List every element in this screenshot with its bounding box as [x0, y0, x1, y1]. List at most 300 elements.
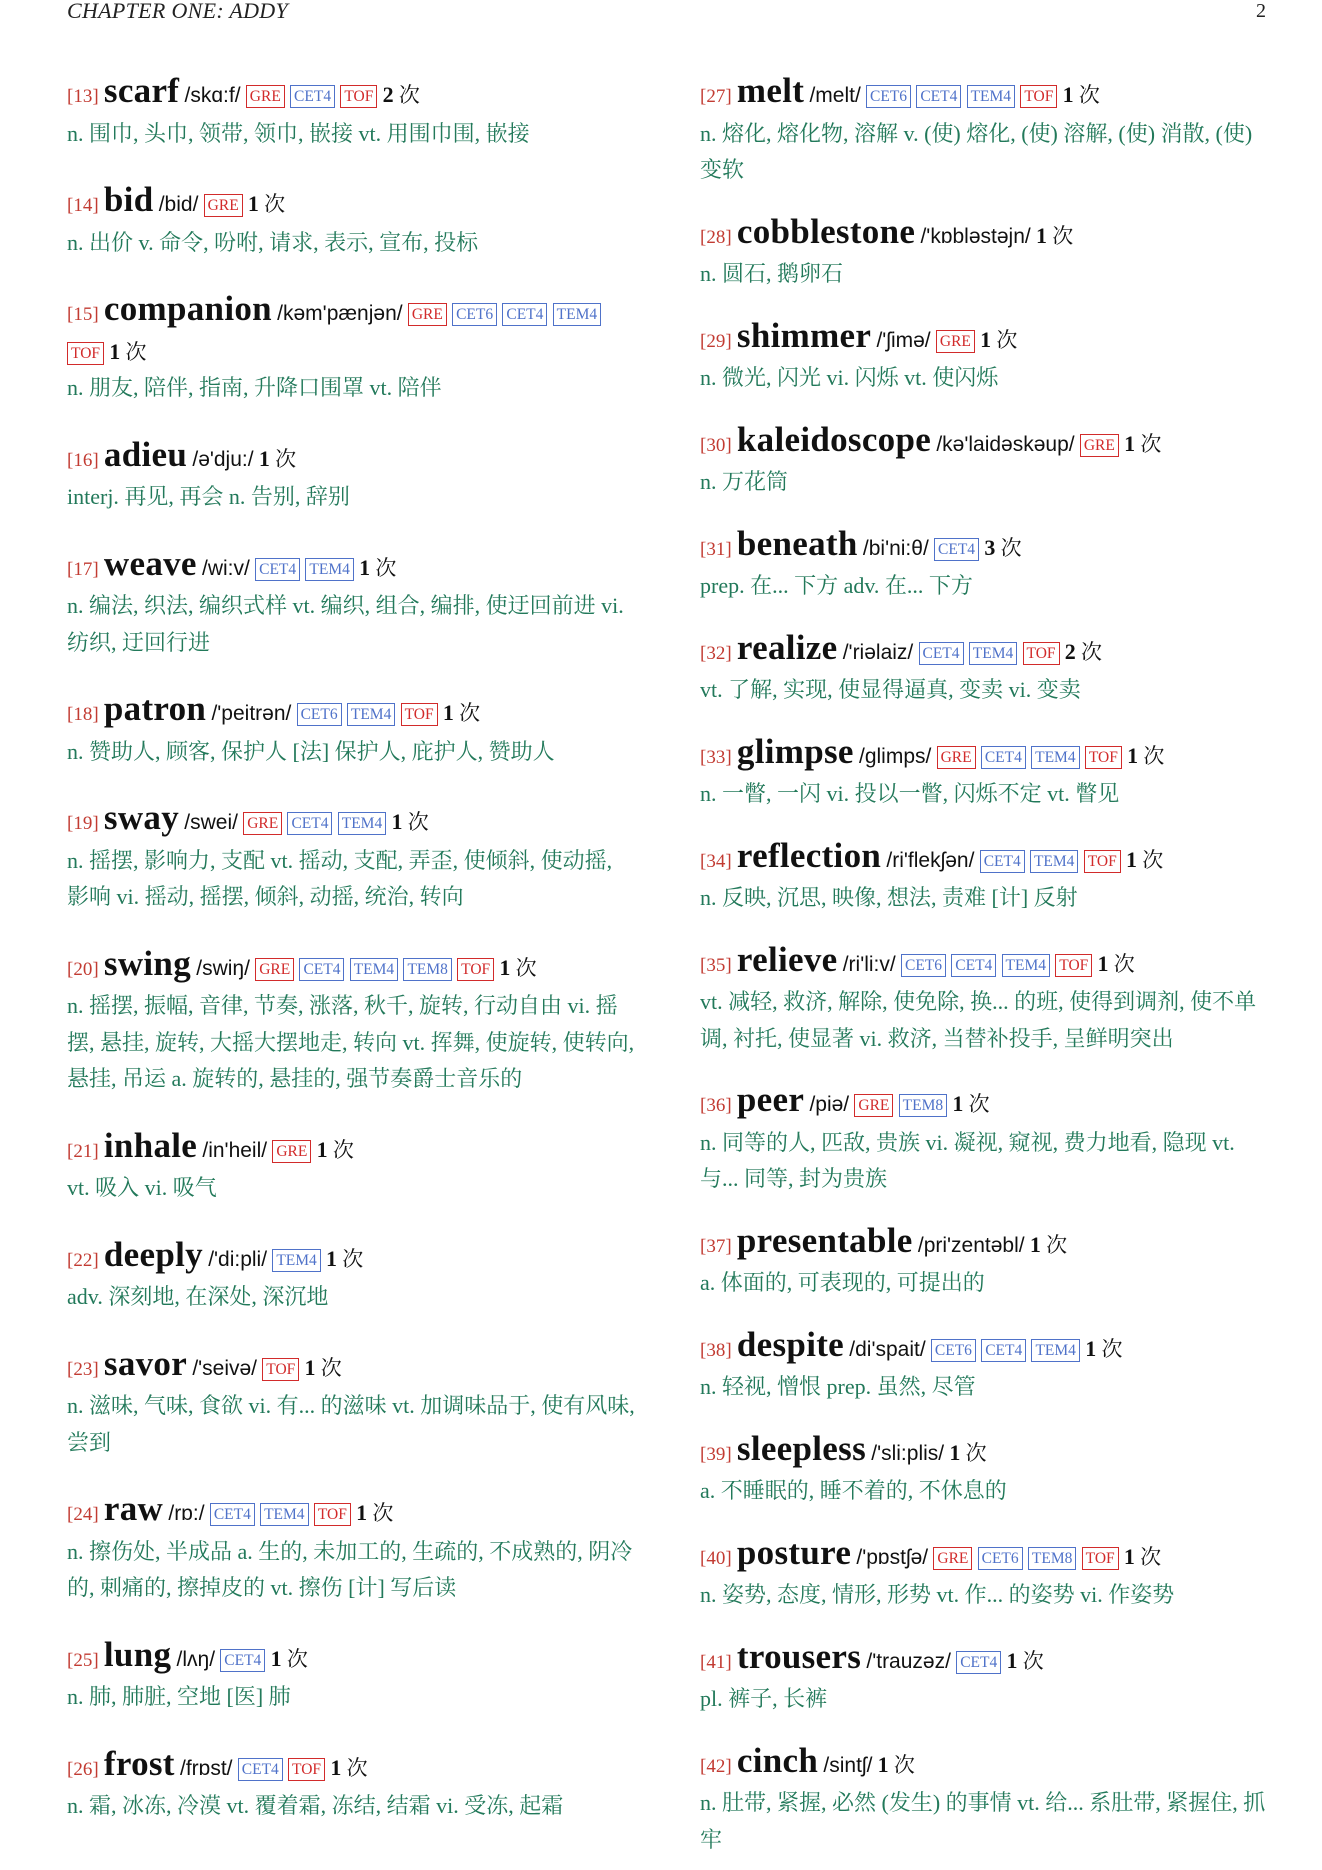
occurrence-count: 1: [499, 954, 511, 980]
phonetic: /ri'li:v/: [842, 952, 896, 976]
exam-tag: CET4: [255, 558, 300, 581]
entry-index: [34]: [700, 850, 732, 872]
entry-index: [33]: [700, 746, 732, 768]
vocab-entry: [67, 1234, 639, 1316]
phonetic: /piə/: [809, 1093, 850, 1116]
count-unit: 次: [1046, 1232, 1068, 1257]
exam-tag: TEM4: [1030, 850, 1078, 873]
exam-tag: CET4: [980, 850, 1025, 873]
vocab-entry: [67, 1125, 639, 1207]
entry-headline: [67, 543, 639, 589]
headword: deeply: [103, 1234, 203, 1274]
phonetic: /'riəlaiz/: [842, 640, 914, 664]
exam-tag: GRE: [255, 958, 294, 981]
vocab-entry: [67, 543, 639, 662]
exam-tag: CET6: [297, 703, 342, 726]
count-unit: 次: [346, 1755, 368, 1780]
occurrence-count: 1: [326, 1245, 338, 1271]
count-unit: 次: [286, 1646, 308, 1671]
definition: n. 熔化, 熔化物, 溶解 v. (使) 熔化, (使) 溶解, (使) 消散, (使) 变软: [700, 120, 1253, 182]
headword: bid: [103, 180, 154, 219]
definition: vt. 减轻, 救济, 解除, 使免除, 换... 的班, 使得到调剂, 使不单调, 衬托, 使显著 vi. 救济, 当替补投手, 呈鲜明突出: [700, 989, 1257, 1051]
definition: n. 万花筒: [700, 469, 789, 494]
definition: n. 摇摆, 影响力, 支配 vt. 摇动, 支配, 弄歪, 使倾斜, 使动摇, 影响 vi. 摇动, 摇摆, 倾斜, 动摇, 统治, 转向: [67, 847, 613, 909]
headword: reflection: [736, 835, 882, 875]
count-unit: 次: [407, 810, 429, 834]
exam-tag: TEM8: [403, 958, 451, 981]
headword: sway: [103, 798, 180, 837]
exam-tag: CET4: [956, 1651, 1001, 1674]
entry-index: [17]: [67, 558, 99, 580]
count-unit: 次: [1000, 535, 1022, 560]
headword: companion: [103, 289, 272, 328]
exam-tag: TEM4: [969, 642, 1017, 665]
entry-headline: [700, 1082, 1270, 1125]
occurrence-count: 1: [258, 445, 270, 471]
phonetic: /'ʃimə/: [876, 328, 931, 352]
definition: prep. 在... 下方 adv. 在... 下方: [700, 573, 973, 598]
phonetic: /skɑ:f/: [184, 84, 241, 107]
definition: n. 姿势, 态度, 情形, 形势 vt. 作... 的姿势 vi. 作姿势: [700, 1582, 1175, 1607]
count-unit: 次: [332, 1137, 354, 1162]
headword: peer: [736, 1080, 805, 1119]
phonetic: /kə'laidəskəup/: [936, 432, 1075, 456]
headword: inhale: [103, 1125, 198, 1165]
occurrence-count: 2: [382, 82, 394, 107]
occurrence-count: 1: [877, 1751, 889, 1777]
headword: swing: [103, 943, 191, 983]
headword: adieu: [103, 434, 188, 474]
entry-headline: [67, 1125, 639, 1171]
entry-index: [37]: [700, 1235, 732, 1257]
entry-headline: [700, 627, 1270, 673]
definition: vt. 吸入 vi. 吸气: [67, 1175, 217, 1200]
phonetic: /'trauzəz/: [866, 1649, 951, 1673]
right-column: [700, 73, 1270, 1870]
occurrence-count: 1: [356, 1500, 368, 1525]
vocab-entry: [700, 211, 1270, 293]
definition: pl. 裤子, 长裤: [700, 1686, 828, 1711]
occurrence-count: 1: [359, 554, 371, 580]
entry-index: [22]: [67, 1249, 99, 1271]
exam-tag: CET6: [901, 954, 946, 977]
occurrence-count: 3: [984, 534, 996, 560]
count-unit: 次: [1078, 83, 1100, 107]
definition: a. 体面的, 可表现的, 可提出的: [700, 1270, 985, 1295]
definition: n. 肺, 肺脏, 空地 [医] 肺: [67, 1684, 291, 1709]
headword: frost: [103, 1743, 175, 1783]
page-number: 2: [1256, 0, 1266, 22]
occurrence-count: 1: [1006, 1647, 1018, 1673]
headword: realize: [736, 627, 838, 667]
exam-tag: TOF: [1020, 85, 1057, 108]
exam-tag: TOF: [340, 85, 377, 108]
vocab-entry: [67, 73, 639, 152]
count-unit: 次: [1022, 1648, 1044, 1673]
exam-tag: CET4: [981, 746, 1026, 769]
occurrence-count: 1: [980, 326, 992, 352]
exam-tag: TOF: [1023, 642, 1060, 665]
phonetic: /'kɒbləstəjn/: [920, 224, 1031, 248]
exam-tag: GRE: [272, 1140, 311, 1163]
entry-headline: [67, 1743, 639, 1789]
entry-index: [36]: [700, 1095, 732, 1116]
exam-tag: TEM4: [1031, 746, 1079, 769]
occurrence-count: 1: [1035, 222, 1047, 248]
occurrence-count: 1: [1127, 742, 1139, 768]
entry-headline: [67, 1634, 639, 1680]
vocab-entry: [67, 943, 639, 1098]
left-column: [67, 73, 639, 1855]
entry-index: [31]: [700, 538, 732, 560]
exam-tag: TOF: [67, 342, 104, 365]
occurrence-count: 1: [330, 1754, 342, 1780]
entry-headline: [67, 943, 639, 989]
definition: n. 编法, 织法, 编织式样 vt. 编织, 组合, 编排, 使迂回前进 vi. 纺织, 迂回行进: [67, 593, 624, 655]
exam-tag: CET4: [951, 954, 996, 977]
exam-tag: TOF: [288, 1758, 325, 1781]
definition: n. 出价 v. 命令, 吩咐, 请求, 表示, 宣布, 投标: [67, 229, 479, 255]
phonetic: /melt/: [809, 84, 861, 107]
exam-tag: TEM4: [260, 1503, 308, 1526]
vocab-entry: [67, 1491, 639, 1607]
count-unit: 次: [264, 192, 286, 216]
vocab-entry: [67, 182, 639, 261]
headword: raw: [103, 1489, 164, 1528]
vocab-entry: [700, 1082, 1270, 1198]
vocab-entry: [700, 731, 1270, 813]
phonetic: /rɒ:/: [168, 1502, 205, 1525]
count-unit: 次: [398, 83, 420, 107]
exam-tag: GRE: [243, 812, 282, 835]
headword: weave: [103, 543, 197, 583]
entry-index: [41]: [700, 1651, 732, 1673]
definition: n. 圆石, 鹅卵石: [700, 261, 844, 286]
entry-headline: [700, 315, 1270, 361]
occurrence-count: 1: [247, 191, 259, 216]
entry-index: [25]: [67, 1649, 99, 1671]
entry-headline: [67, 434, 639, 480]
occurrence-count: 1: [304, 1354, 316, 1380]
exam-tag: CET4: [210, 1503, 255, 1526]
count-unit: 次: [1101, 1336, 1123, 1361]
count-unit: 次: [342, 1246, 364, 1271]
entry-headline: [67, 73, 639, 116]
entry-headline: [700, 73, 1270, 116]
count-unit: 次: [1113, 951, 1135, 976]
definition: n. 霜, 冰冻, 冷漠 vt. 覆着霜, 冻结, 结霜 vi. 受冻, 起霜: [67, 1793, 564, 1818]
occurrence-count: 1: [1123, 1543, 1135, 1569]
entry-headline: [700, 1532, 1270, 1578]
entry-headline: [67, 691, 639, 734]
exam-tag: CET6: [978, 1547, 1023, 1570]
entry-index: [35]: [700, 954, 732, 976]
occurrence-count: 2: [1064, 638, 1076, 664]
count-unit: 次: [965, 1440, 987, 1465]
phonetic: /lʌŋ/: [176, 1647, 216, 1671]
headword: posture: [736, 1532, 852, 1572]
vocab-entry: [700, 1428, 1270, 1510]
exam-tag: GRE: [408, 303, 447, 326]
exam-tag: GRE: [937, 746, 976, 769]
vocab-entry: [700, 1740, 1270, 1859]
exam-tag: CET4: [919, 642, 964, 665]
entry-index: [13]: [67, 86, 99, 107]
headword: lung: [103, 1634, 172, 1674]
phonetic: /pri'zentəbl/: [917, 1233, 1025, 1257]
entry-headline: [67, 1491, 639, 1534]
phonetic: /'seivə/: [192, 1356, 258, 1380]
entry-index: [40]: [700, 1547, 732, 1569]
count-unit: 次: [275, 446, 297, 471]
definition: n. 擦伤处, 半成品 a. 生的, 未加工的, 生疏的, 不成熟的, 阴冷的, 刺痛的, 擦掉皮的 vt. 擦伤 [计] 写后读: [67, 1538, 633, 1600]
phonetic: /swiŋ/: [196, 956, 250, 980]
occurrence-count: 1: [949, 1439, 961, 1465]
exam-tag: GRE: [933, 1547, 972, 1570]
entry-index: [38]: [700, 1339, 732, 1361]
occurrence-count: 1: [270, 1645, 282, 1671]
count-unit: 次: [125, 339, 147, 364]
occurrence-count: 1: [316, 1136, 328, 1162]
entry-headline: [700, 523, 1270, 569]
entry-index: [29]: [700, 330, 732, 352]
count-unit: 次: [1052, 223, 1074, 248]
definition: n. 滋味, 气味, 食欲 vi. 有... 的滋味 vt. 加调味品于, 使有风味, 尝到: [67, 1393, 635, 1455]
exam-tag: TEM4: [305, 558, 353, 581]
exam-tag: CET4: [287, 812, 332, 835]
phonetic: /in'heil/: [202, 1138, 268, 1162]
vocab-entry: [700, 315, 1270, 397]
exam-tag: TEM4: [272, 1249, 320, 1272]
exam-tag: GRE: [936, 330, 975, 353]
exam-tag: GRE: [1080, 434, 1119, 457]
vocab-entry: [700, 1636, 1270, 1718]
vocab-entry: [67, 1343, 639, 1462]
occurrence-count: 1: [1085, 1335, 1097, 1361]
exam-tag: TEM4: [553, 303, 601, 326]
exam-tag: CET4: [981, 1339, 1026, 1362]
exam-tag: TEM8: [899, 1094, 947, 1117]
exam-tag: TEM4: [347, 703, 395, 726]
exam-tag: TEM4: [1031, 1339, 1079, 1362]
definition: n. 肚带, 紧握, 必然 (发生) 的事情 vt. 给... 系肚带, 紧握住, 抓牢: [700, 1790, 1266, 1852]
definition: n. 围巾, 头巾, 领带, 领巾, 嵌接 vt. 用围巾围, 嵌接: [67, 120, 530, 146]
occurrence-count: 1: [1124, 430, 1136, 456]
exam-tag: CET4: [916, 85, 961, 108]
exam-tag: CET6: [866, 85, 911, 108]
headword: melt: [736, 71, 805, 110]
definition: n. 轻视, 憎恨 prep. 虽然, 尽管: [700, 1374, 976, 1399]
vocab-entry: [67, 1634, 639, 1716]
vocab-entry: [700, 835, 1270, 917]
definition: n. 一瞥, 一闪 vi. 投以一瞥, 闪烁不定 vt. 瞥见: [700, 781, 1120, 806]
phonetic: /ri'flekʃən/: [886, 848, 975, 872]
occurrence-count: 1: [1029, 1231, 1041, 1257]
entry-headline: [700, 419, 1270, 465]
entry-index: [28]: [700, 226, 732, 248]
entry-index: [19]: [67, 813, 99, 834]
headword: beneath: [736, 523, 858, 563]
entry-headline: [700, 939, 1270, 985]
occurrence-count: 1: [952, 1091, 964, 1116]
exam-tag: CET6: [452, 303, 497, 326]
entry-index: [20]: [67, 958, 99, 980]
phonetic: /'peitrən/: [211, 702, 292, 725]
entry-headline: [700, 1220, 1270, 1266]
vocab-entry: [700, 523, 1270, 605]
headword: glimpse: [736, 731, 854, 771]
definition: n. 摇摆, 振幅, 音律, 节奏, 涨落, 秋千, 旋转, 行动自由 vi. 摇摆, 悬挂, 旋转, 大摇大摆地走, 转向 vt. 挥舞, 使旋转, 使转向, 悬挂, 吊运 a. 旋转的, 悬挂的, 强节奏爵士音乐的: [67, 993, 635, 1091]
exam-tag: TOF: [1082, 1547, 1119, 1570]
definition: adv. 深刻地, 在深处, 深沉地: [67, 1284, 329, 1309]
entry-index: [26]: [67, 1758, 99, 1780]
entry-headline: [700, 731, 1270, 777]
exam-tag: TEM4: [350, 958, 398, 981]
occurrence-count: 1: [391, 809, 403, 834]
occurrence-count: 1: [109, 338, 121, 364]
count-unit: 次: [996, 327, 1018, 352]
exam-tag: CET4: [502, 303, 547, 326]
definition: n. 朋友, 陪伴, 指南, 升降口围罩 vt. 陪伴: [67, 375, 442, 400]
entry-headline: [67, 291, 639, 370]
exam-tag: CET4: [238, 1758, 283, 1781]
entry-headline: [67, 1343, 639, 1389]
entry-headline: [67, 800, 639, 843]
exam-tag: TOF: [262, 1358, 299, 1381]
entry-headline: [67, 182, 639, 225]
definition: interj. 再见, 再会 n. 告别, 辞别: [67, 484, 350, 509]
exam-tag: GRE: [204, 194, 243, 217]
entry-index: [42]: [700, 1755, 732, 1777]
headword: scarf: [103, 71, 180, 110]
phonetic: /swei/: [184, 811, 238, 834]
occurrence-count: 1: [1097, 950, 1109, 976]
headword: cinch: [736, 1740, 819, 1780]
entry-headline: [700, 211, 1270, 257]
entry-index: [21]: [67, 1140, 99, 1162]
exam-tag: TOF: [1055, 954, 1092, 977]
count-unit: 次: [372, 1501, 394, 1525]
count-unit: 次: [1140, 1544, 1162, 1569]
definition: vt. 了解, 实现, 使显得逼真, 变卖 vi. 变卖: [700, 677, 1081, 702]
headword: savor: [103, 1343, 188, 1383]
definition: n. 同等的人, 匹敌, 贵族 vi. 凝视, 窥视, 费力地看, 隐现 vt. 与... 同等, 封为贵族: [700, 1129, 1235, 1191]
entry-index: [24]: [67, 1504, 99, 1525]
phonetic: /di'spait/: [849, 1337, 926, 1361]
phonetic: /wi:v/: [202, 556, 250, 580]
chapter-header: CHAPTER ONE: ADDY: [67, 0, 289, 23]
count-unit: 次: [893, 1752, 915, 1777]
exam-tag: CET4: [299, 958, 344, 981]
count-unit: 次: [459, 701, 481, 725]
entry-headline: [700, 1428, 1270, 1474]
exam-tag: GRE: [854, 1094, 893, 1117]
occurrence-count: 1: [1125, 846, 1137, 872]
entry-index: [15]: [67, 304, 99, 325]
count-unit: 次: [1140, 431, 1162, 456]
vocab-entry: [700, 1532, 1270, 1614]
exam-tag: TEM8: [1028, 1547, 1076, 1570]
exam-tag: CET6: [931, 1339, 976, 1362]
entry-index: [27]: [700, 86, 732, 107]
count-unit: 次: [1143, 743, 1165, 768]
vocab-entry: [700, 627, 1270, 709]
entry-index: [16]: [67, 449, 99, 471]
headword: trousers: [736, 1636, 862, 1676]
vocab-entry: [67, 1743, 639, 1825]
phonetic: /frɒst/: [180, 1756, 233, 1780]
exam-tag: TEM4: [967, 85, 1015, 108]
entry-index: [23]: [67, 1358, 99, 1380]
vocab-entry: [67, 434, 639, 516]
exam-tag: TOF: [1085, 746, 1122, 769]
exam-tag: CET4: [290, 85, 335, 108]
entry-headline: [700, 1636, 1270, 1682]
vocab-entry: [700, 73, 1270, 189]
phonetic: /glimps/: [858, 744, 932, 768]
headword: patron: [103, 689, 207, 728]
entry-headline: [700, 835, 1270, 881]
phonetic: /bid/: [158, 193, 199, 216]
entry-index: [39]: [700, 1443, 732, 1465]
vocab-entry: [700, 939, 1270, 1058]
vocab-entry: [700, 419, 1270, 501]
vocab-entry: [67, 291, 639, 407]
phonetic: /kəm'pænjən/: [277, 302, 403, 325]
count-unit: 次: [1081, 639, 1103, 664]
exam-tag: CET4: [220, 1649, 265, 1672]
phonetic: /'di:pli/: [208, 1247, 268, 1271]
exam-tag: TEM4: [338, 812, 386, 835]
headword: sleepless: [736, 1428, 866, 1468]
occurrence-count: 1: [442, 700, 454, 725]
headword: kaleidoscope: [736, 419, 932, 459]
exam-tag: GRE: [246, 85, 285, 108]
entry-index: [18]: [67, 704, 99, 725]
vocab-entry: [67, 691, 639, 770]
definition: n. 微光, 闪光 vi. 闪烁 vt. 使闪烁: [700, 365, 999, 390]
entry-index: [14]: [67, 195, 99, 216]
phonetic: /'sli:plis/: [871, 1441, 945, 1465]
headword: cobblestone: [736, 211, 916, 251]
count-unit: 次: [320, 1355, 342, 1380]
headword: shimmer: [736, 315, 872, 355]
entry-headline: [700, 1324, 1270, 1370]
phonetic: /ə'dju:/: [192, 447, 254, 471]
phonetic: /'pɒstʃə/: [856, 1545, 929, 1569]
vocab-entry: [700, 1220, 1270, 1302]
headword: presentable: [736, 1220, 913, 1260]
definition: n. 赞助人, 顾客, 保护人 [法] 保护人, 庇护人, 赞助人: [67, 738, 555, 764]
exam-tag: TOF: [1084, 850, 1121, 873]
exam-tag: CET4: [934, 538, 979, 561]
definition: n. 反映, 沉思, 映像, 想法, 责难 [计] 反射: [700, 885, 1078, 910]
entry-index: [30]: [700, 434, 732, 456]
exam-tag: TOF: [314, 1503, 351, 1526]
vocab-entry: [67, 800, 639, 916]
headword: despite: [736, 1324, 845, 1364]
count-unit: 次: [375, 555, 397, 580]
occurrence-count: 1: [1062, 82, 1074, 107]
count-unit: 次: [968, 1092, 990, 1116]
entry-headline: [67, 1234, 639, 1280]
entry-index: [32]: [700, 642, 732, 664]
definition: a. 不睡眠的, 睡不着的, 不休息的: [700, 1478, 1007, 1503]
headword: relieve: [736, 939, 838, 979]
phonetic: /sintʃ/: [823, 1753, 873, 1777]
count-unit: 次: [515, 955, 537, 980]
exam-tag: TOF: [401, 703, 438, 726]
